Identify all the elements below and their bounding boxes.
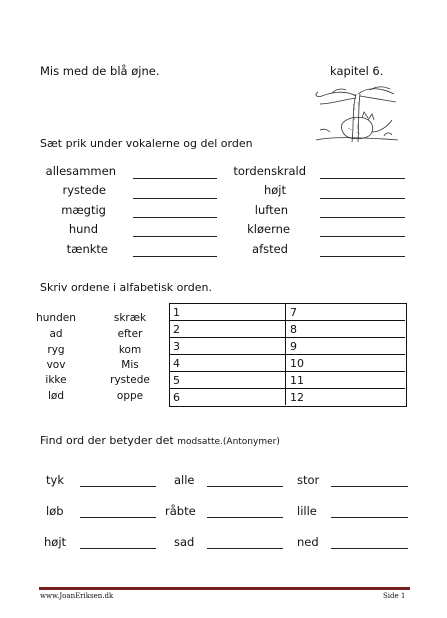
answer-line[interactable] xyxy=(80,486,156,487)
table-row-line xyxy=(170,320,405,321)
table-cell-number: 2 xyxy=(173,323,180,336)
antonym-word: løb xyxy=(46,504,64,518)
word-right: højt xyxy=(263,183,286,197)
footer-page-number: Side 1 xyxy=(383,592,406,600)
sort-word: oppe xyxy=(116,390,144,402)
sort-word: rystede xyxy=(110,374,150,386)
table-cell-number: 10 xyxy=(290,357,304,370)
answer-line[interactable] xyxy=(133,236,217,237)
antonym-word: sad xyxy=(174,535,195,549)
word-right: luften xyxy=(254,203,288,217)
table-row-line xyxy=(170,337,405,338)
antonym-word: højt xyxy=(44,535,67,549)
antonym-word: ned xyxy=(297,535,319,549)
footer-website: www.JoanEriksen.dk xyxy=(40,592,114,600)
sort-word: vov xyxy=(46,359,66,371)
sort-word: ikke xyxy=(45,374,67,386)
table-cell-number: 1 xyxy=(173,306,180,319)
answer-line[interactable] xyxy=(331,517,408,518)
answer-line[interactable] xyxy=(320,236,405,237)
table-cell-number: 8 xyxy=(290,323,297,336)
alphabetical-answer-table xyxy=(169,303,407,407)
sort-word: ryg xyxy=(47,344,65,356)
table-row-line xyxy=(170,354,405,355)
table-cell-number: 11 xyxy=(290,374,304,387)
vowel-instruction: Sæt prik under vokalerne og del orden xyxy=(40,137,253,150)
table-cell-number: 7 xyxy=(290,306,297,319)
answer-line[interactable] xyxy=(320,256,405,257)
answer-line[interactable] xyxy=(133,198,217,199)
sort-word: Mis xyxy=(121,359,139,371)
antonym-instruction-main: Find ord der betyder det xyxy=(40,434,178,447)
word-right: tordenskrald xyxy=(233,164,306,178)
answer-line[interactable] xyxy=(207,486,283,487)
word-right: kløerne xyxy=(247,222,290,236)
answer-line[interactable] xyxy=(207,548,283,549)
antonym-word: lille xyxy=(297,504,317,518)
sort-word: skræk xyxy=(113,312,147,324)
answer-line[interactable] xyxy=(331,486,408,487)
answer-line[interactable] xyxy=(331,548,408,549)
answer-line[interactable] xyxy=(320,217,405,218)
antonym-word: stor xyxy=(297,473,320,487)
table-cell-number: 9 xyxy=(290,340,297,353)
word-left: rystede xyxy=(62,183,106,197)
antonym-word: råbte xyxy=(165,504,196,518)
word-left: mægtig xyxy=(61,203,106,217)
antonym-instruction-small: modsatte.(Antonymer) xyxy=(177,437,280,447)
sort-word: ad xyxy=(49,328,63,340)
table-cell-number: 12 xyxy=(290,391,304,404)
antonym-word: alle xyxy=(174,473,195,487)
word-left: allesammen xyxy=(45,164,116,178)
answer-line[interactable] xyxy=(133,256,217,257)
table-cell-number: 6 xyxy=(173,391,180,404)
table-row-line xyxy=(170,371,405,372)
chapter-label: kapitel 6. xyxy=(330,64,384,78)
table-cell-number: 5 xyxy=(173,374,180,387)
footer-rule xyxy=(39,587,410,590)
answer-line[interactable] xyxy=(80,517,156,518)
answer-line[interactable] xyxy=(320,178,405,179)
table-cell-number: 3 xyxy=(173,340,180,353)
sort-word: lød xyxy=(47,390,64,402)
antonym-instruction xyxy=(40,434,280,447)
word-left: tænkte xyxy=(66,242,108,256)
sort-word: kom xyxy=(118,344,142,356)
answer-line[interactable] xyxy=(80,548,156,549)
answer-line[interactable] xyxy=(133,178,217,179)
alphabetical-instruction: Skriv ordene i alfabetisk orden. xyxy=(40,281,212,294)
answer-line[interactable] xyxy=(133,217,217,218)
table-cell-number: 4 xyxy=(173,357,180,370)
sort-word: efter xyxy=(117,328,143,340)
cat-under-tree-illustration xyxy=(312,80,400,144)
word-right: afsted xyxy=(252,242,288,256)
answer-line[interactable] xyxy=(320,198,405,199)
sort-word: hunden xyxy=(36,312,76,324)
antonym-word: tyk xyxy=(46,473,64,487)
answer-line[interactable] xyxy=(207,517,283,518)
word-left: hund xyxy=(68,222,98,236)
table-row-line xyxy=(170,388,405,389)
worksheet-title: Mis med de blå øjne. xyxy=(40,64,160,78)
